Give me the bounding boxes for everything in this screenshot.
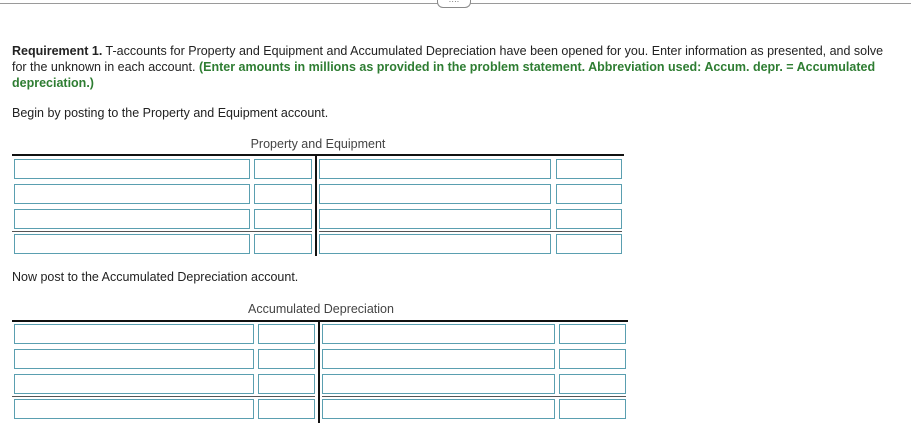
t-account-top-line-accumulated — [12, 320, 628, 322]
accum-debit-desc-3[interactable] — [14, 374, 254, 394]
property-credit-desc-3[interactable] — [319, 209, 551, 229]
accum-credit-desc-1[interactable] — [322, 324, 555, 344]
property-credit-amount-4[interactable] — [556, 234, 622, 254]
property-credit-desc-1[interactable] — [319, 159, 551, 179]
requirement-text — [12, 43, 897, 91]
property-debit-desc-4[interactable] — [14, 234, 250, 254]
property-debit-amount-2[interactable] — [254, 184, 312, 204]
property-debit-desc-3[interactable] — [14, 209, 250, 229]
requirement-body: T-accounts for Property and Equipment and Accumulated Depreciation have been opened for you. Enter information as presented, and solve for the unknown in each account. — [12, 44, 884, 74]
requirement-hint: (Enter amounts in millions as provided in the problem statement. Abbreviation used: Accum. depr. = Accumulated depreciation.) — [12, 60, 876, 90]
accum-debit-desc-1[interactable] — [14, 324, 254, 344]
accum-credit-amount-1[interactable] — [559, 324, 626, 344]
accum-credit-desc-3[interactable] — [322, 374, 555, 394]
property-debit-desc-1[interactable] — [14, 159, 250, 179]
t-account-center-line-accumulated — [318, 320, 320, 423]
t-account-top-line-property — [12, 154, 624, 156]
requirement-label: Requirement 1. — [12, 44, 103, 58]
accum-credit-amount-2[interactable] — [559, 349, 626, 369]
instruction-accumulated: Now post to the Accumulated Depreciation account. — [12, 270, 299, 284]
t-account-title-accumulated: Accumulated Depreciation — [248, 302, 394, 316]
accum-total-rule-debit — [12, 396, 315, 397]
property-total-rule-credit — [319, 231, 622, 232]
property-debit-desc-2[interactable] — [14, 184, 250, 204]
accum-debit-desc-4[interactable] — [14, 399, 254, 419]
more-options-button[interactable]: ···· — [437, 0, 471, 8]
accum-debit-amount-3[interactable] — [258, 374, 315, 394]
instruction-property: Begin by posting to the Property and Equipment account. — [12, 106, 329, 120]
accum-debit-amount-1[interactable] — [258, 324, 315, 344]
t-account-center-line-property — [315, 154, 317, 256]
accum-debit-desc-2[interactable] — [14, 349, 254, 369]
accum-credit-desc-2[interactable] — [322, 349, 555, 369]
accum-credit-desc-4[interactable] — [322, 399, 555, 419]
property-credit-desc-4[interactable] — [319, 234, 551, 254]
property-debit-amount-3[interactable] — [254, 209, 312, 229]
accum-debit-amount-2[interactable] — [258, 349, 315, 369]
accum-total-rule-credit — [322, 396, 626, 397]
accum-credit-amount-3[interactable] — [559, 374, 626, 394]
property-debit-amount-4[interactable] — [254, 234, 312, 254]
property-credit-desc-2[interactable] — [319, 184, 551, 204]
property-total-rule-debit — [12, 231, 312, 232]
accum-credit-amount-4[interactable] — [559, 399, 626, 419]
property-debit-amount-1[interactable] — [254, 159, 312, 179]
property-credit-amount-2[interactable] — [556, 184, 622, 204]
t-account-title-property: Property and Equipment — [250, 137, 386, 151]
property-credit-amount-1[interactable] — [556, 159, 622, 179]
accum-debit-amount-4[interactable] — [258, 399, 315, 419]
property-credit-amount-3[interactable] — [556, 209, 622, 229]
